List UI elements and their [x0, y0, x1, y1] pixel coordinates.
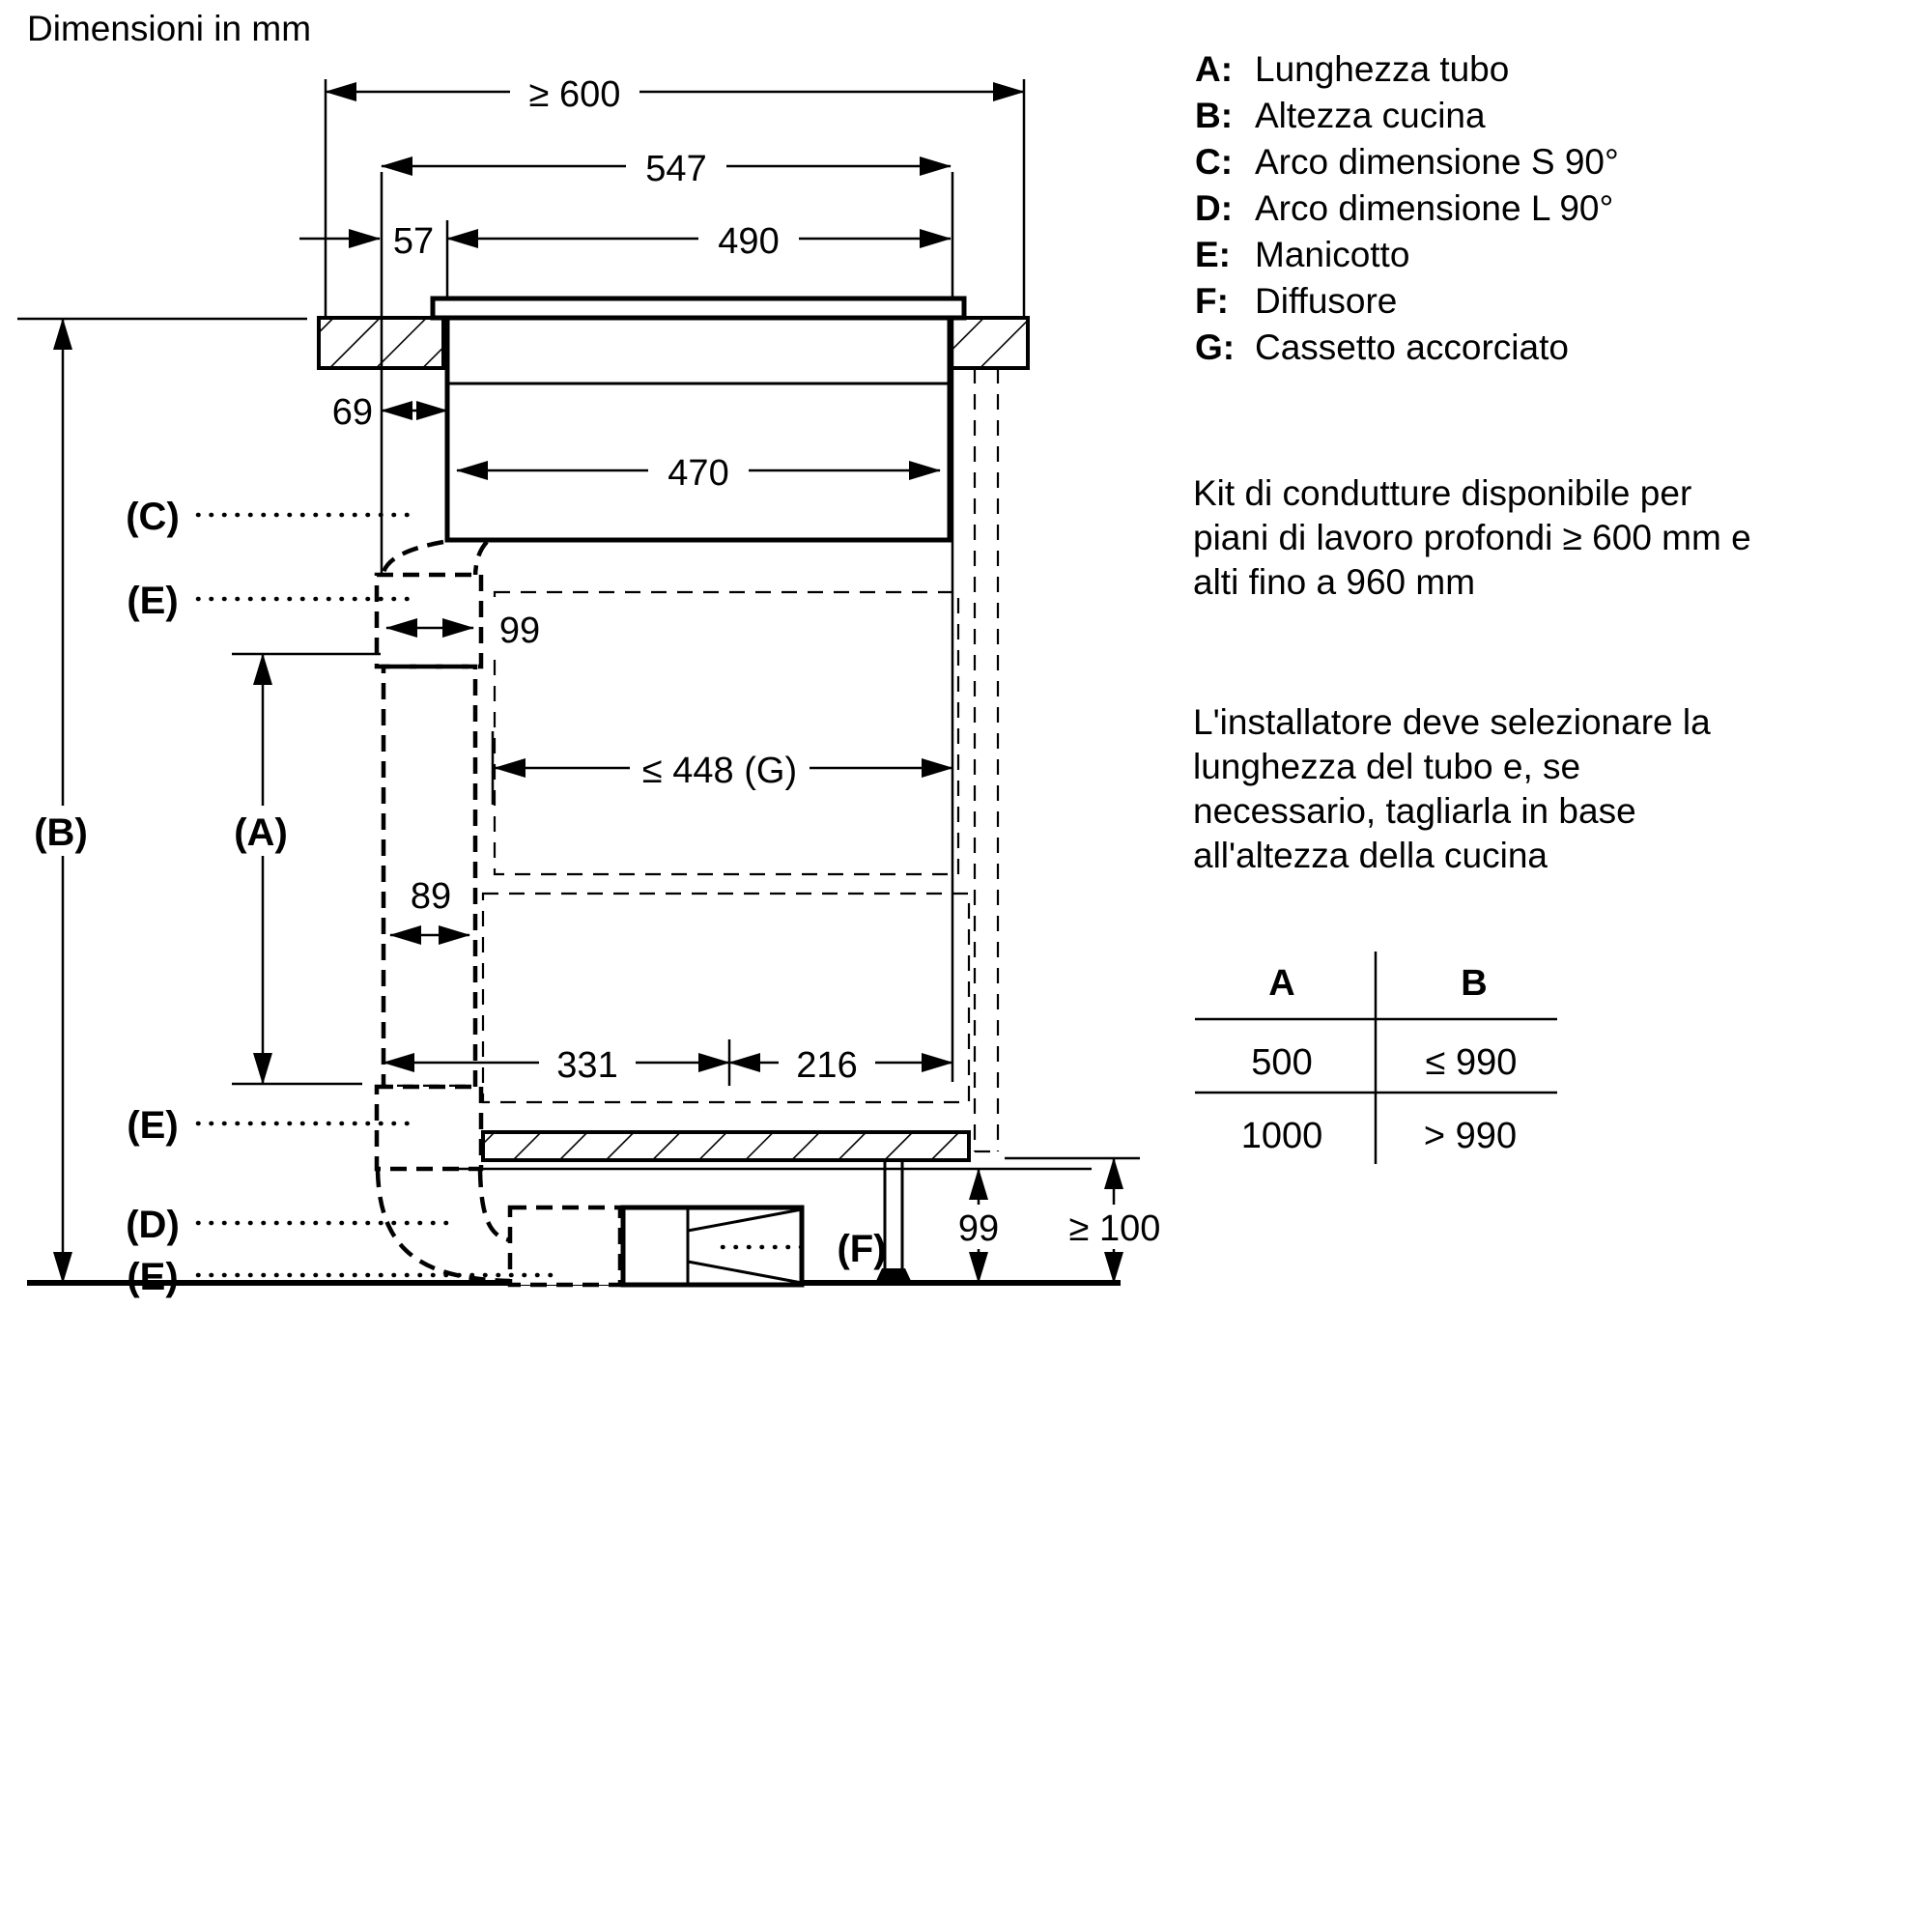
sleeve-upper	[377, 575, 481, 667]
note-installer	[1193, 702, 1711, 875]
dim-base-back	[729, 1039, 952, 1086]
sleeve-lower	[377, 1087, 481, 1169]
table-cell: 1000	[1240, 1116, 1323, 1156]
legend-key: E:	[1195, 235, 1231, 274]
svg-text:(D): (D)	[126, 1204, 180, 1246]
svg-text:L'installatore deve selezionar: L'installatore deve selezionare la	[1193, 702, 1711, 742]
legend	[1195, 49, 1619, 367]
dim-cutout-offset	[332, 392, 447, 433]
legend-label: Arco dimensione S 90°	[1255, 142, 1619, 182]
svg-text:≥ 100: ≥ 100	[1068, 1208, 1161, 1249]
table-header-b: B	[1461, 963, 1488, 1004]
svg-text:57: 57	[392, 221, 435, 262]
svg-text:≥ 600: ≥ 600	[528, 74, 621, 115]
svg-text:lunghezza del tubo e, se: lunghezza del tubo e, se	[1193, 747, 1581, 786]
dim-plinth	[946, 1169, 1011, 1283]
svg-text:99: 99	[957, 1208, 1000, 1249]
legend-label: Cassetto accorciato	[1255, 327, 1569, 367]
svg-text:(F): (F)	[837, 1228, 887, 1270]
hob-assembly	[433, 298, 964, 540]
label-d	[126, 1204, 454, 1246]
legend-label: Arco dimensione L 90°	[1255, 188, 1614, 228]
dim-drawer	[493, 731, 952, 805]
legend-key: D:	[1195, 188, 1234, 228]
label-c	[126, 496, 411, 538]
dim-hob-body	[447, 215, 951, 262]
svg-text:89: 89	[410, 876, 452, 917]
dim-hob-total	[382, 143, 951, 189]
legend-key: F:	[1195, 281, 1229, 321]
svg-text:(C): (C)	[126, 496, 180, 538]
base-cabinet	[483, 592, 969, 1102]
page-title: Dimensioni in mm	[27, 9, 312, 48]
svg-text:(E): (E)	[127, 1256, 179, 1298]
svg-text:(E): (E)	[127, 1104, 179, 1147]
svg-text:Kit di condutture disponibile: Kit di condutture disponibile per	[1193, 473, 1692, 513]
svg-text:necessario, tagliarla in base: necessario, tagliarla in base	[1193, 791, 1636, 831]
label-e-upper	[127, 580, 411, 622]
legend-key: C:	[1195, 142, 1234, 182]
dim-front-offset	[299, 221, 434, 262]
legend-label: Diffusore	[1255, 281, 1398, 321]
duct-elbow-lower	[378, 1171, 512, 1281]
duct-elbow-upper	[383, 542, 487, 578]
duct-connector	[510, 1208, 620, 1285]
note-kit	[1193, 473, 1751, 602]
svg-text:216: 216	[796, 1045, 858, 1086]
label-e-lower	[127, 1256, 563, 1298]
svg-text:331: 331	[556, 1045, 618, 1086]
dim-floor-clearance	[1005, 1158, 1183, 1283]
svg-text:69: 69	[331, 392, 373, 433]
legend-label: Lunghezza tubo	[1255, 49, 1510, 89]
svg-text:alti fino a 960 mm: alti fino a 960 mm	[1193, 562, 1476, 602]
svg-text:470: 470	[668, 453, 729, 494]
svg-text:(B): (B)	[34, 811, 88, 854]
dim-duct-width	[390, 872, 469, 935]
legend-key: A:	[1195, 49, 1234, 89]
table-header-a: A	[1268, 963, 1295, 1004]
table-cell: ≤ 990	[1425, 1042, 1518, 1083]
legend-label: Manicotto	[1255, 235, 1410, 274]
label-e-middle	[127, 1104, 415, 1147]
svg-text:≤ 448 (G): ≤ 448 (G)	[641, 751, 798, 791]
legend-label: Altezza cucina	[1255, 96, 1486, 135]
dim-tube-length	[219, 654, 381, 1084]
svg-text:piani di lavoro profondi ≥ 600: piani di lavoro profondi ≥ 600 mm e	[1193, 518, 1751, 557]
legend-key: B:	[1195, 96, 1234, 135]
plinth-panel	[483, 1132, 969, 1160]
svg-text:all'altezza della cucina: all'altezza della cucina	[1193, 836, 1548, 875]
svg-text:(E): (E)	[127, 580, 179, 622]
table-cell: > 990	[1423, 1116, 1518, 1156]
wall-duct-dashes	[975, 368, 998, 1151]
dim-base-front	[384, 1039, 729, 1086]
size-table	[1195, 952, 1557, 1164]
legend-key: G:	[1195, 327, 1236, 367]
table-cell: 500	[1251, 1042, 1313, 1083]
svg-text:99: 99	[498, 611, 541, 651]
dim-worktop-depth	[326, 69, 1024, 115]
svg-text:547: 547	[645, 149, 707, 189]
svg-text:490: 490	[718, 221, 780, 262]
svg-text:(A): (A)	[234, 811, 288, 854]
